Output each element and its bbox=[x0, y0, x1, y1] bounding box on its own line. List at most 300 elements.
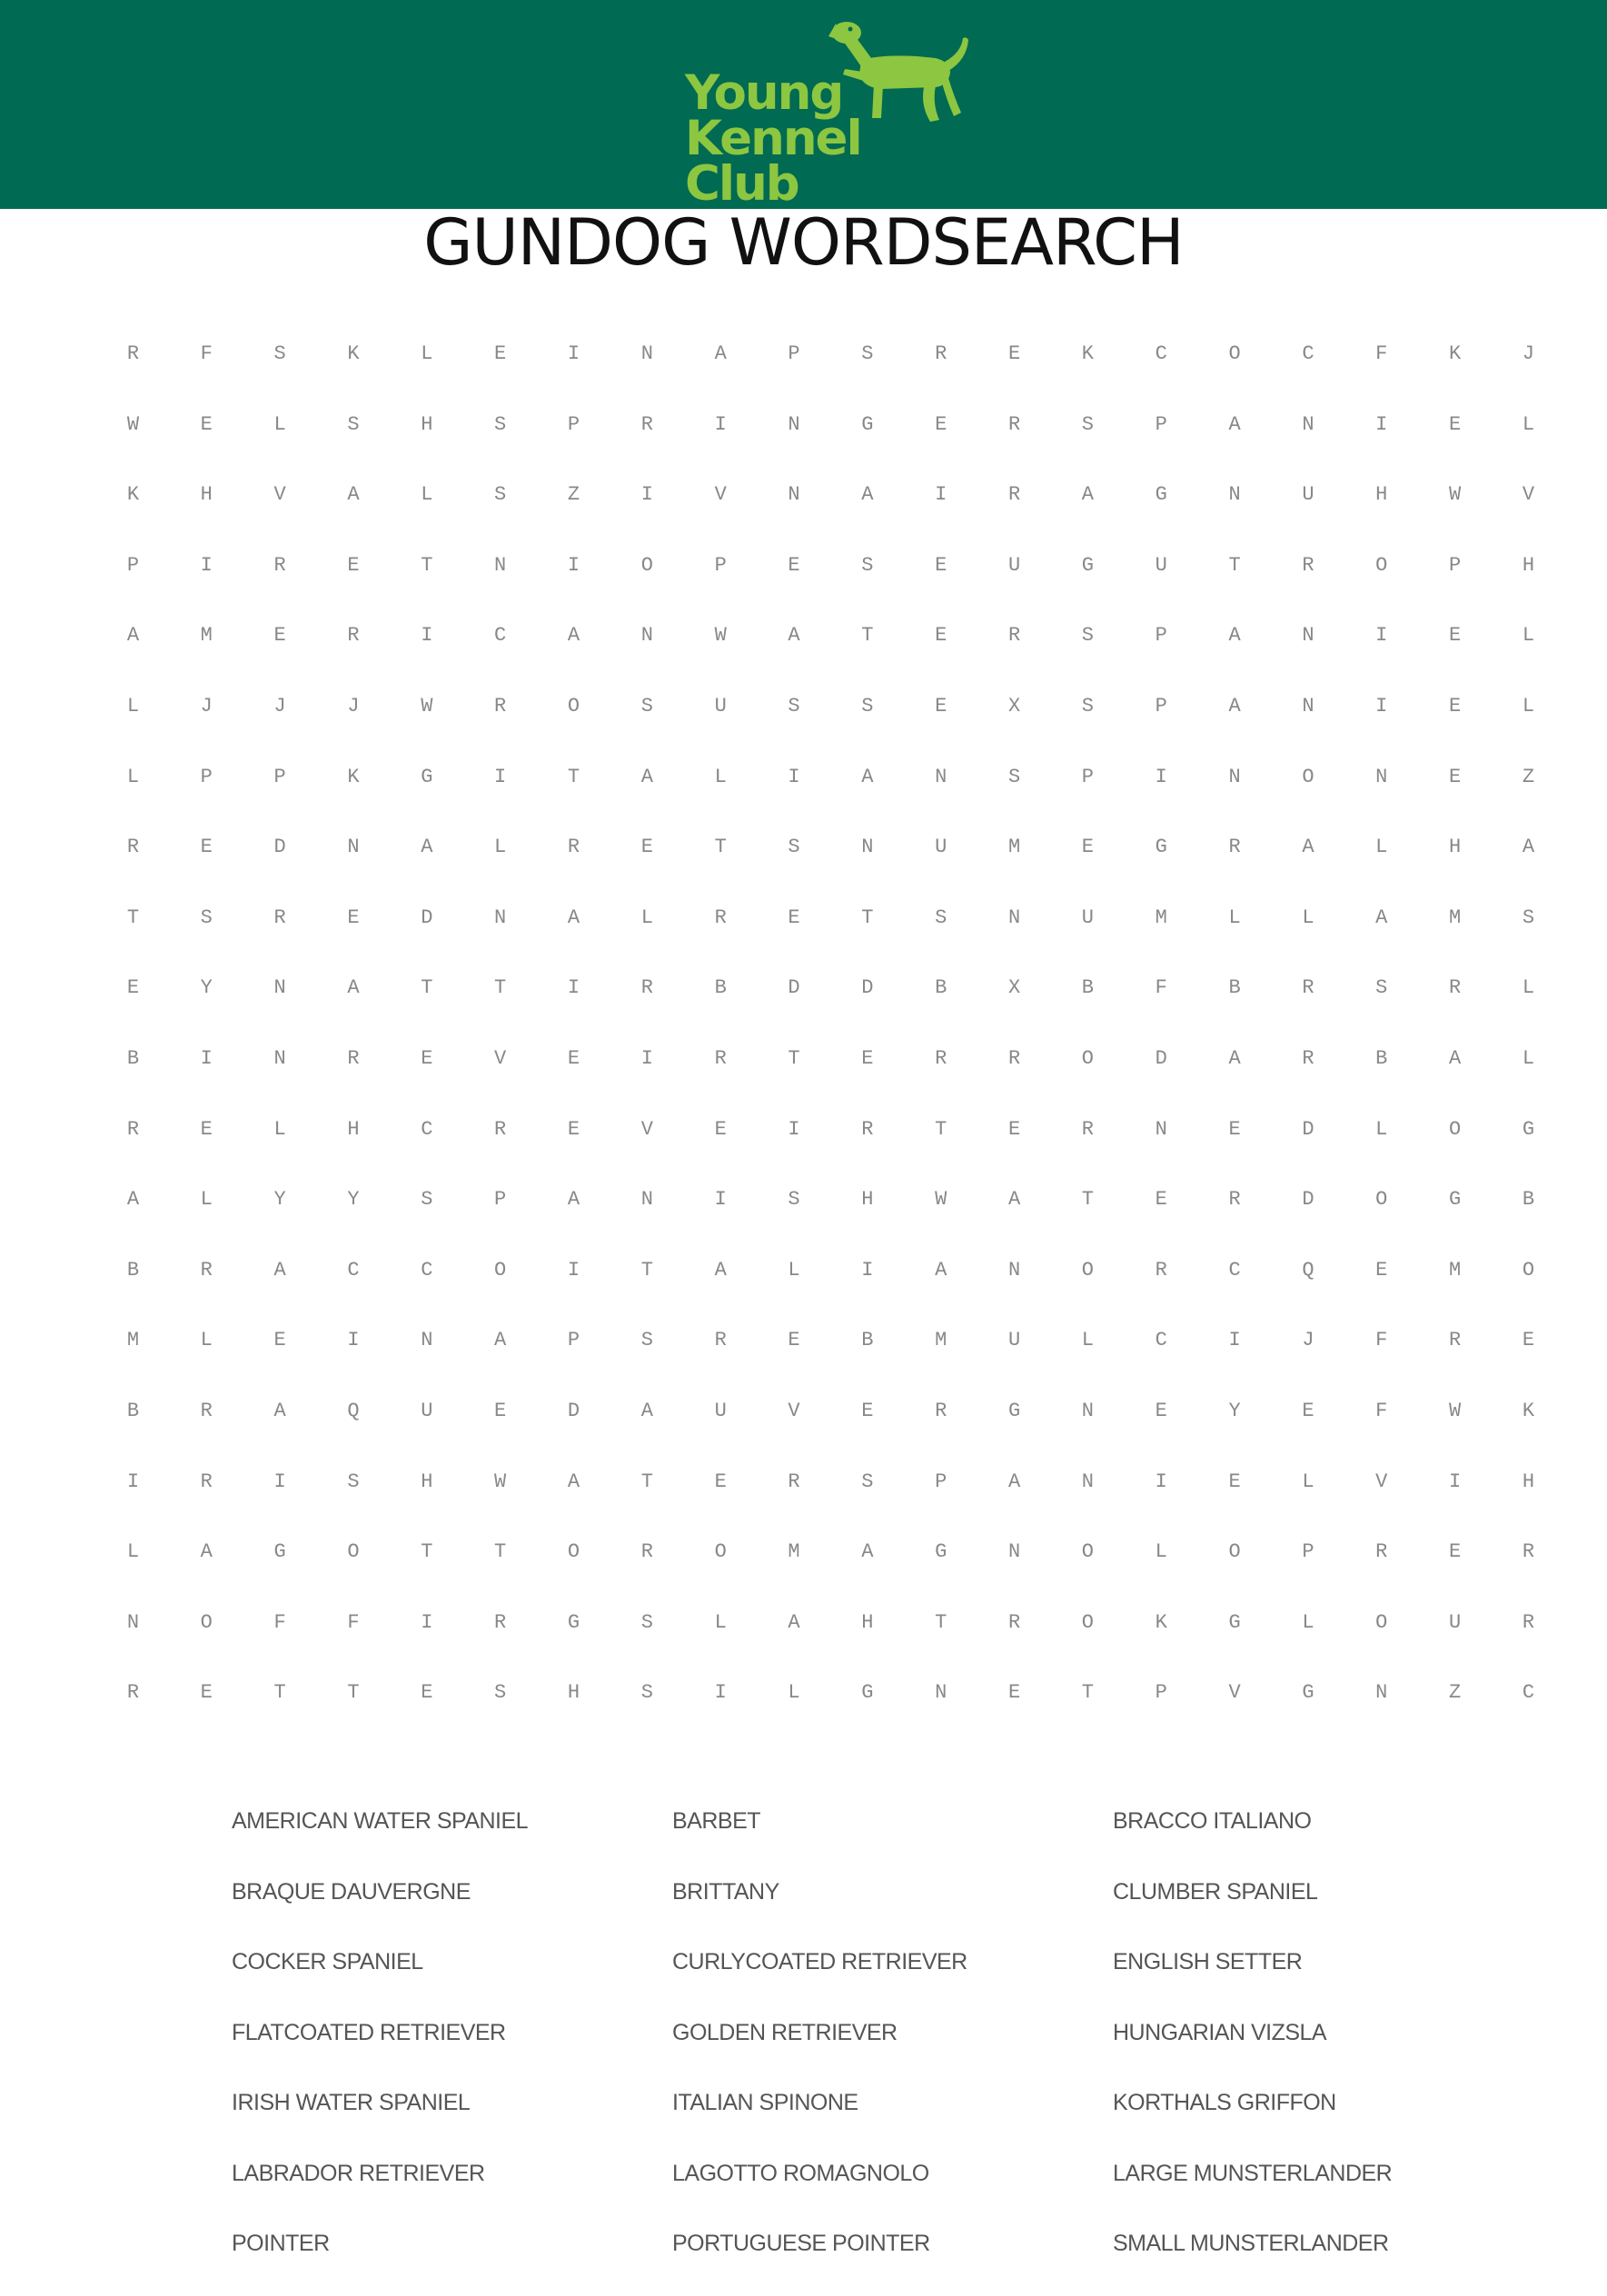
grid-letter: A bbox=[788, 1610, 800, 1634]
grid-letter: L bbox=[788, 1258, 800, 1282]
grid-letter: E bbox=[935, 412, 947, 436]
grid-letter: I bbox=[1155, 1470, 1167, 1493]
grid-letter: F bbox=[1155, 976, 1167, 1000]
grid-letter: I bbox=[788, 765, 800, 788]
grid-letter: G bbox=[1449, 1188, 1462, 1212]
grid-letter: A bbox=[567, 906, 580, 929]
grid-letter: S bbox=[788, 836, 800, 859]
word-list-item: BRITTANY bbox=[672, 1878, 779, 1905]
grid-letter: E bbox=[1522, 1329, 1535, 1352]
grid-letter: O bbox=[1522, 1258, 1535, 1282]
grid-letter: P bbox=[1081, 765, 1094, 788]
grid-letter: I bbox=[861, 1258, 874, 1282]
grid-letter: C bbox=[1302, 342, 1314, 365]
grid-letter: S bbox=[788, 694, 800, 718]
grid-letter: E bbox=[200, 836, 213, 859]
grid-letter: R bbox=[1155, 1258, 1167, 1282]
grid-letter: O bbox=[200, 1610, 213, 1634]
word-list-item: BRAQUE DAUVERGNE bbox=[232, 1878, 471, 1905]
grid-letter: H bbox=[1449, 836, 1462, 859]
grid-letter: G bbox=[1155, 836, 1167, 859]
grid-letter: M bbox=[1007, 836, 1021, 859]
grid-letter: N bbox=[640, 342, 653, 365]
grid-letter: N bbox=[861, 836, 874, 859]
word-list-item: FLATCOATED RETRIEVER bbox=[232, 2019, 506, 2045]
grid-letter: E bbox=[494, 1399, 507, 1422]
grid-letter: A bbox=[567, 1188, 580, 1212]
grid-letter: N bbox=[1302, 412, 1314, 436]
grid-letter: C bbox=[421, 1258, 433, 1282]
grid-letter: I bbox=[1449, 1470, 1462, 1493]
word-list-item: CURLYCOATED RETRIEVER bbox=[672, 1949, 967, 1974]
grid-letter: R bbox=[273, 906, 286, 929]
grid-letter: A bbox=[861, 483, 874, 507]
grid-letter: A bbox=[640, 765, 653, 788]
grid-letter: B bbox=[1375, 1046, 1388, 1070]
grid-letter: R bbox=[640, 1540, 653, 1564]
grid-letter: A bbox=[1302, 836, 1314, 859]
grid-letter: D bbox=[1155, 1046, 1167, 1070]
grid-letter: E bbox=[1007, 342, 1021, 365]
grid-letter: S bbox=[640, 1681, 653, 1705]
grid-letter: U bbox=[1302, 483, 1314, 507]
grid-letter: S bbox=[1522, 906, 1535, 929]
grid-letter: I bbox=[200, 553, 213, 577]
grid-letter: V bbox=[640, 1117, 653, 1141]
grid-letter: L bbox=[714, 1610, 727, 1634]
grid-letter: C bbox=[421, 1117, 433, 1141]
grid-letter: G bbox=[1007, 1399, 1021, 1422]
grid-letter: J bbox=[273, 694, 286, 718]
grid-letter: L bbox=[1375, 836, 1388, 859]
grid-letter: R bbox=[1228, 1188, 1241, 1212]
grid-letter: A bbox=[1081, 483, 1094, 507]
grid-letter: P bbox=[1155, 412, 1167, 436]
grid-letter: T bbox=[1081, 1681, 1094, 1705]
grid-letter: N bbox=[788, 412, 800, 436]
grid-letter: Q bbox=[347, 1399, 360, 1422]
grid-letter: A bbox=[1228, 624, 1241, 648]
word-list-item: SMALL MUNSTERLANDER bbox=[1113, 2231, 1389, 2256]
grid-letter: U bbox=[1449, 1610, 1462, 1634]
grid-letter: M bbox=[1449, 906, 1462, 929]
grid-letter: E bbox=[1228, 1117, 1241, 1141]
grid-letter: R bbox=[1007, 412, 1021, 436]
grid-letter: T bbox=[421, 553, 433, 577]
grid-letter: E bbox=[200, 1117, 213, 1141]
grid-letter: A bbox=[640, 1399, 653, 1422]
grid-letter: E bbox=[1007, 1681, 1021, 1705]
grid-letter: T bbox=[861, 624, 874, 648]
word-list-item: POINTER bbox=[232, 2231, 330, 2256]
grid-letter: D bbox=[788, 976, 800, 1000]
grid-letter: E bbox=[273, 1329, 286, 1352]
grid-letter: I bbox=[567, 1258, 580, 1282]
grid-letter: S bbox=[861, 553, 874, 577]
grid-letter: G bbox=[1522, 1117, 1535, 1141]
grid-letter: S bbox=[640, 1610, 653, 1634]
grid-letter: E bbox=[1007, 1117, 1021, 1141]
grid-letter: B bbox=[126, 1046, 140, 1070]
grid-letter: P bbox=[567, 1329, 580, 1352]
grid-letter: H bbox=[200, 483, 213, 507]
grid-letter: A bbox=[1007, 1470, 1021, 1493]
grid-letter: T bbox=[494, 1540, 507, 1564]
grid-letter: I bbox=[273, 1470, 286, 1493]
grid-letter: M bbox=[1155, 906, 1167, 929]
word-list-item: HUNGARIAN VIZSLA bbox=[1113, 2019, 1327, 2045]
grid-letter: O bbox=[714, 1540, 727, 1564]
grid-letter: L bbox=[1302, 1470, 1314, 1493]
grid-letter: J bbox=[1522, 342, 1535, 365]
grid-letter: P bbox=[273, 765, 286, 788]
grid-letter: R bbox=[567, 836, 580, 859]
grid-letter: A bbox=[1522, 836, 1535, 859]
grid-letter: N bbox=[273, 1046, 286, 1070]
grid-letter: Q bbox=[1302, 1258, 1314, 1282]
grid-letter: F bbox=[200, 342, 213, 365]
wordsearch-grid bbox=[96, 327, 1565, 1737]
grid-letter: S bbox=[347, 412, 360, 436]
grid-letter: I bbox=[640, 483, 653, 507]
grid-letter: L bbox=[1522, 412, 1535, 436]
grid-letter: R bbox=[273, 553, 286, 577]
grid-letter: S bbox=[935, 906, 947, 929]
grid-letter: T bbox=[421, 1540, 433, 1564]
grid-letter: N bbox=[935, 1681, 947, 1705]
grid-letter: E bbox=[1081, 836, 1094, 859]
word-list-item: KORTHALS GRIFFON bbox=[1113, 2090, 1336, 2115]
word-list-item: CLUMBER SPANIEL bbox=[1113, 1878, 1318, 1905]
grid-letter: S bbox=[1081, 412, 1094, 436]
grid-letter: N bbox=[1375, 765, 1388, 788]
grid-letter: M bbox=[935, 1329, 947, 1352]
grid-letter: N bbox=[1155, 1117, 1167, 1141]
grid-letter: T bbox=[640, 1258, 653, 1282]
grid-letter: D bbox=[1302, 1117, 1314, 1141]
grid-letter: D bbox=[1302, 1188, 1314, 1212]
grid-letter: L bbox=[494, 836, 507, 859]
grid-letter: S bbox=[200, 906, 213, 929]
grid-letter: H bbox=[861, 1610, 874, 1634]
grid-letter: A bbox=[567, 624, 580, 648]
grid-letter: L bbox=[126, 765, 140, 788]
grid-letter: R bbox=[1375, 1540, 1388, 1564]
grid-letter: I bbox=[126, 1470, 140, 1493]
grid-letter: L bbox=[1081, 1329, 1094, 1352]
grid-letter: N bbox=[1081, 1470, 1094, 1493]
grid-letter: V bbox=[273, 483, 286, 507]
grid-letter: U bbox=[421, 1399, 433, 1422]
grid-letter: W bbox=[421, 694, 433, 718]
grid-letter: S bbox=[861, 694, 874, 718]
grid-letter: R bbox=[935, 342, 947, 365]
grid-letter: N bbox=[640, 624, 653, 648]
grid-letter: R bbox=[200, 1470, 213, 1493]
grid-letter: N bbox=[935, 765, 947, 788]
grid-letter: D bbox=[273, 836, 286, 859]
grid-letter: T bbox=[421, 976, 433, 1000]
grid-letter: L bbox=[1522, 1046, 1535, 1070]
grid-letter: F bbox=[1375, 1329, 1388, 1352]
grid-letter: L bbox=[1375, 1117, 1388, 1141]
grid-letter: T bbox=[935, 1117, 947, 1141]
grid-letter: H bbox=[1522, 553, 1535, 577]
grid-letter: S bbox=[494, 483, 507, 507]
grid-letter: J bbox=[347, 694, 360, 718]
grid-letter: C bbox=[494, 624, 507, 648]
grid-letter: P bbox=[494, 1188, 507, 1212]
grid-letter: U bbox=[1155, 553, 1167, 577]
grid-letter: I bbox=[640, 1046, 653, 1070]
grid-letter: E bbox=[200, 1681, 213, 1705]
grid-letter: P bbox=[567, 412, 580, 436]
word-list-item: COCKER SPANIEL bbox=[232, 1949, 423, 1974]
grid-letter: T bbox=[126, 906, 140, 929]
grid-letter: O bbox=[347, 1540, 360, 1564]
grid-letter: J bbox=[1302, 1329, 1314, 1352]
grid-letter: W bbox=[935, 1188, 947, 1212]
grid-letter: C bbox=[1155, 1329, 1167, 1352]
grid-letter: L bbox=[200, 1329, 213, 1352]
grid-letter: A bbox=[1007, 1188, 1021, 1212]
grid-letter: R bbox=[861, 1117, 874, 1141]
header-banner bbox=[0, 0, 1607, 212]
grid-letter: N bbox=[494, 906, 507, 929]
grid-letter: V bbox=[788, 1399, 800, 1422]
grid-letter: L bbox=[1522, 976, 1535, 1000]
grid-letter: V bbox=[1375, 1470, 1388, 1493]
grid-letter: I bbox=[714, 1188, 727, 1212]
word-list bbox=[232, 1803, 1531, 2296]
grid-letter: O bbox=[1081, 1610, 1094, 1634]
grid-letter: I bbox=[567, 553, 580, 577]
grid-letter: G bbox=[1155, 483, 1167, 507]
grid-letter: A bbox=[1228, 1046, 1241, 1070]
grid-letter: E bbox=[347, 553, 360, 577]
grid-letter: E bbox=[788, 906, 800, 929]
grid-letter: E bbox=[1449, 765, 1462, 788]
grid-letter: R bbox=[1302, 976, 1314, 1000]
grid-letter: E bbox=[421, 1046, 433, 1070]
grid-letter: I bbox=[788, 1117, 800, 1141]
grid-letter: A bbox=[567, 1470, 580, 1493]
grid-letter: R bbox=[494, 694, 507, 718]
grid-letter: G bbox=[1081, 553, 1094, 577]
grid-letter: A bbox=[347, 976, 360, 1000]
grid-letter: O bbox=[494, 1258, 507, 1282]
grid-letter: T bbox=[640, 1470, 653, 1493]
grid-letter: C bbox=[1522, 1681, 1535, 1705]
word-list-item: LABRADOR RETRIEVER bbox=[232, 2160, 485, 2186]
grid-letter: E bbox=[1155, 1399, 1167, 1422]
grid-letter: B bbox=[126, 1399, 140, 1422]
grid-letter: O bbox=[1081, 1540, 1094, 1564]
grid-letter: P bbox=[1155, 1681, 1167, 1705]
logo-wordmark bbox=[685, 65, 972, 212]
grid-letter: R bbox=[347, 1046, 360, 1070]
grid-letter: H bbox=[1522, 1470, 1535, 1493]
grid-letter: D bbox=[567, 1399, 580, 1422]
grid-letter: S bbox=[1081, 694, 1094, 718]
grid-letter: A bbox=[200, 1540, 213, 1564]
grid-letter: S bbox=[494, 1681, 507, 1705]
grid-letter: R bbox=[126, 342, 140, 365]
grid-letter: N bbox=[273, 976, 286, 1000]
grid-letter: Y bbox=[1228, 1399, 1241, 1422]
grid-letter: F bbox=[347, 1610, 360, 1634]
grid-letter: H bbox=[421, 1470, 433, 1493]
grid-letter: E bbox=[714, 1117, 727, 1141]
grid-letter: H bbox=[347, 1117, 360, 1141]
grid-letter: A bbox=[1228, 412, 1241, 436]
grid-letter: A bbox=[421, 836, 433, 859]
grid-letter: V bbox=[1522, 483, 1535, 507]
grid-letter: L bbox=[421, 342, 433, 365]
grid-letter: R bbox=[714, 906, 727, 929]
grid-letter: A bbox=[1449, 1046, 1462, 1070]
grid-letter: B bbox=[1522, 1188, 1535, 1212]
grid-letter: B bbox=[714, 976, 727, 1000]
grid-letter: O bbox=[1081, 1046, 1094, 1070]
grid-letter: Z bbox=[567, 483, 580, 507]
grid-letter: X bbox=[1007, 694, 1021, 718]
grid-letter: R bbox=[1007, 1046, 1021, 1070]
grid-letter: R bbox=[640, 412, 653, 436]
grid-letter: P bbox=[126, 553, 140, 577]
grid-letter: A bbox=[126, 1188, 140, 1212]
grid-letter: L bbox=[1302, 1610, 1314, 1634]
logo-line-kennel-club: Kennel Club bbox=[685, 111, 861, 212]
grid-letter: I bbox=[935, 483, 947, 507]
grid-letter: L bbox=[421, 483, 433, 507]
grid-letter: S bbox=[861, 1470, 874, 1493]
grid-letter: I bbox=[714, 412, 727, 436]
grid-letter: L bbox=[126, 1540, 140, 1564]
word-list-item: PORTUGUESE POINTER bbox=[672, 2231, 930, 2256]
grid-letter: S bbox=[1375, 976, 1388, 1000]
grid-letter: E bbox=[935, 624, 947, 648]
grid-letter: Z bbox=[1449, 1681, 1462, 1705]
grid-letter: P bbox=[1449, 553, 1462, 577]
young-kennel-club-logo bbox=[681, 16, 972, 212]
grid-letter: G bbox=[861, 1681, 874, 1705]
grid-letter: S bbox=[494, 412, 507, 436]
grid-letter: E bbox=[1449, 694, 1462, 718]
grid-letter: G bbox=[935, 1540, 947, 1564]
grid-letter: E bbox=[1449, 1540, 1462, 1564]
grid-letter: T bbox=[714, 836, 727, 859]
grid-letter: L bbox=[126, 694, 140, 718]
word-list-item: LARGE MUNSTERLANDER bbox=[1113, 2160, 1393, 2186]
grid-letter: T bbox=[861, 906, 874, 929]
word-list-item: LAGOTTO ROMAGNOLO bbox=[672, 2160, 929, 2186]
grid-letter: U bbox=[714, 1399, 727, 1422]
grid-letter: N bbox=[1302, 694, 1314, 718]
grid-letter: O bbox=[1228, 342, 1241, 365]
grid-letter: A bbox=[126, 624, 140, 648]
grid-letter: P bbox=[935, 1470, 947, 1493]
grid-letter: C bbox=[347, 1258, 360, 1282]
grid-letter: I bbox=[567, 976, 580, 1000]
grid-letter: Z bbox=[1522, 765, 1535, 788]
grid-letter: S bbox=[1007, 765, 1021, 788]
grid-letter: U bbox=[714, 694, 727, 718]
grid-letter: T bbox=[494, 976, 507, 1000]
grid-letter: U bbox=[935, 836, 947, 859]
grid-letter: L bbox=[1522, 694, 1535, 718]
grid-letter: N bbox=[347, 836, 360, 859]
grid-letter: G bbox=[1302, 1681, 1314, 1705]
grid-letter: N bbox=[1302, 624, 1314, 648]
grid-letter: R bbox=[714, 1046, 727, 1070]
grid-letter: R bbox=[126, 1681, 140, 1705]
grid-letter: R bbox=[935, 1046, 947, 1070]
grid-letter: E bbox=[1228, 1470, 1241, 1493]
grid-letter: U bbox=[1007, 1329, 1021, 1352]
grid-letter: T bbox=[1081, 1188, 1094, 1212]
grid-letter: K bbox=[347, 342, 360, 365]
grid-letter: L bbox=[273, 412, 286, 436]
grid-letter: A bbox=[861, 1540, 874, 1564]
grid-letter: R bbox=[1007, 1610, 1021, 1634]
grid-letter: R bbox=[1522, 1540, 1535, 1564]
grid-letter: L bbox=[1302, 906, 1314, 929]
grid-letter: G bbox=[567, 1610, 580, 1634]
grid-letter: L bbox=[1228, 906, 1241, 929]
grid-letter: N bbox=[1007, 1540, 1021, 1564]
word-list-item: AMERICAN WATER SPANIEL bbox=[232, 1808, 529, 1834]
grid-letter: O bbox=[1375, 1610, 1388, 1634]
grid-letter: H bbox=[861, 1188, 874, 1212]
grid-letter: O bbox=[567, 1540, 580, 1564]
grid-letter: O bbox=[1081, 1258, 1094, 1282]
grid-letter: S bbox=[640, 1329, 653, 1352]
grid-letter: A bbox=[714, 342, 727, 365]
grid-letter: G bbox=[421, 765, 433, 788]
grid-letter: O bbox=[1302, 765, 1314, 788]
grid-letter: I bbox=[1375, 694, 1388, 718]
grid-letter: N bbox=[788, 483, 800, 507]
grid-letter: E bbox=[1449, 412, 1462, 436]
grid-letter: L bbox=[273, 1117, 286, 1141]
grid-letter: E bbox=[200, 412, 213, 436]
grid-letter: N bbox=[1228, 765, 1241, 788]
grid-letter: E bbox=[567, 1046, 580, 1070]
grid-letter: A bbox=[494, 1329, 507, 1352]
grid-letter: N bbox=[1081, 1399, 1094, 1422]
grid-letter: R bbox=[1228, 836, 1241, 859]
grid-letter: O bbox=[1375, 1188, 1388, 1212]
grid-letter: A bbox=[1228, 694, 1241, 718]
grid-letter: A bbox=[861, 765, 874, 788]
grid-letter: O bbox=[567, 694, 580, 718]
grid-letter: O bbox=[1228, 1540, 1241, 1564]
grid-letter: S bbox=[347, 1470, 360, 1493]
grid-letter: E bbox=[935, 694, 947, 718]
grid-letter: T bbox=[788, 1046, 800, 1070]
grid-letter: I bbox=[1228, 1329, 1241, 1352]
grid-letter: P bbox=[1155, 694, 1167, 718]
grid-letter: B bbox=[126, 1258, 140, 1282]
grid-letter: L bbox=[714, 765, 727, 788]
grid-letter: G bbox=[273, 1540, 286, 1564]
grid-letter: B bbox=[1081, 976, 1094, 1000]
grid-letter: T bbox=[567, 765, 580, 788]
grid-letter: F bbox=[1375, 1399, 1388, 1422]
grid-letter: E bbox=[861, 1046, 874, 1070]
grid-letter: K bbox=[126, 483, 140, 507]
